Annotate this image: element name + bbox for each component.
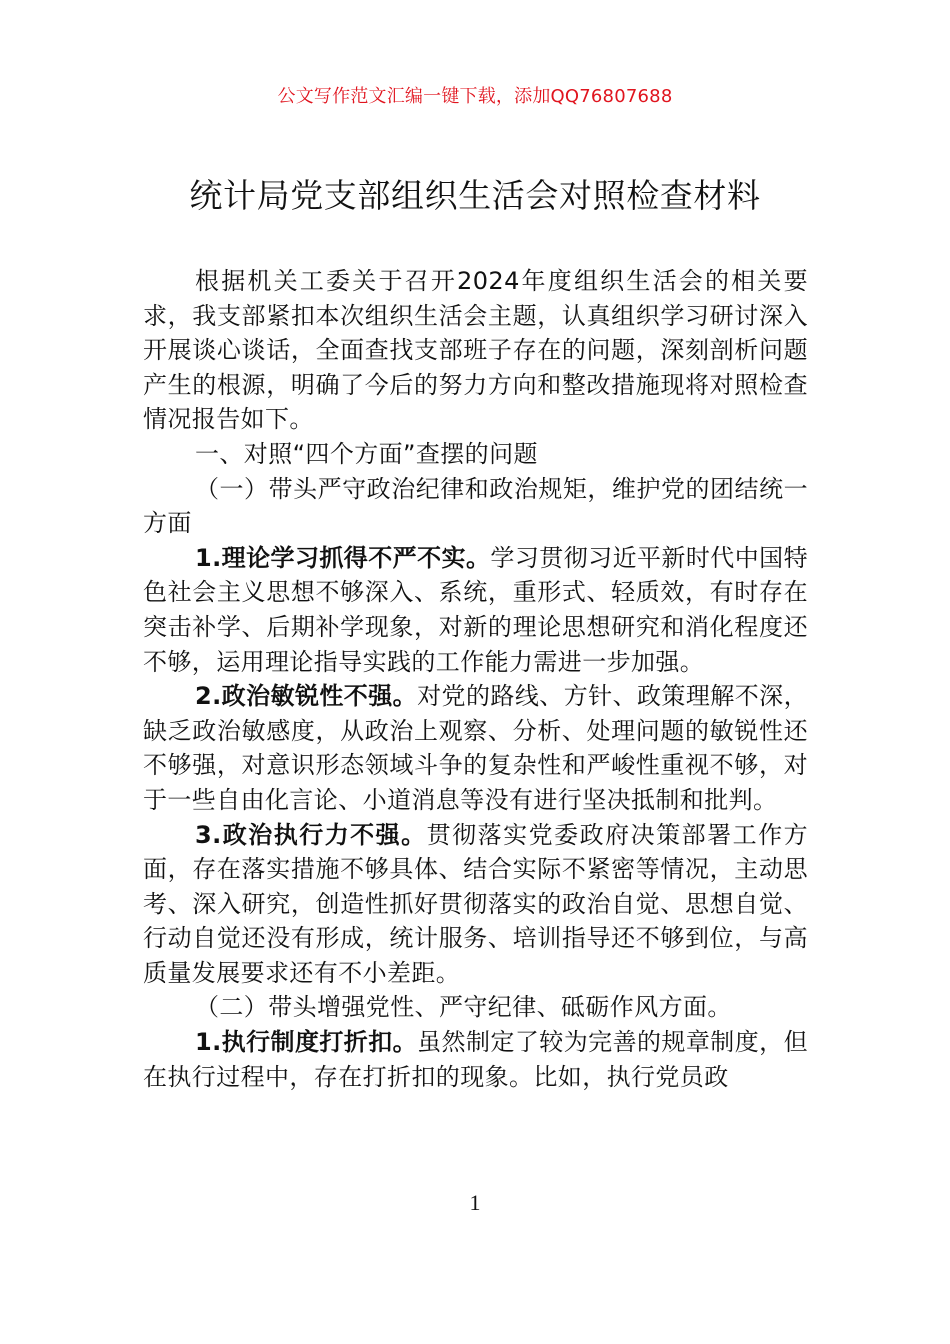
item-text: 虽然制定了较为完善的规章制度，但在执行过程中，存在打折扣的现象。比如，执行党员政 [143, 1028, 808, 1091]
subsection-heading-1: （一）带头严守政治纪律和政治规矩，维护党的团结统一方面 [143, 474, 808, 538]
item-paragraph [143, 541, 808, 679]
item-text: 贯彻落实党委政府决策部署工作方面，存在落实措施不够具体、结合实际不紧密等情况，主动思考、深入研究，创造性抓好贯彻落实的政治自觉、思想自觉、行动自觉还没有形成，统计服务、培训指导还不够到位，与高质量发展要求还有不小差距。 [143, 820, 808, 987]
watermark-banner: 公文写作范文汇编一键下载，添加QQ76807688 [277, 86, 673, 107]
item-lead: 3.政治执行力不强。 [195, 820, 427, 849]
document-title: 统计局党支部组织生活会对照检查材料 [189, 176, 761, 215]
subsection-heading-2: （二）带头增强党性、严守纪律、砥砺作风方面。 [195, 993, 732, 1022]
document-body [143, 264, 808, 1094]
item-paragraph [143, 818, 808, 991]
item-lead: 2.政治敏锐性不强。 [195, 682, 418, 711]
item-lead: 1.理论学习抓得不严不实。 [195, 543, 491, 572]
item-lead: 1.执行制度打折扣。 [195, 1028, 418, 1057]
item-text: 学习贯彻习近平新时代中国特色社会主义思想不够深入、系统，重形式、轻质效，有时存在突击补学、后期补学现象，对新的理论思想研究和消化程度还不够，运用理论指导实践的工作能力需进一步加强。 [143, 543, 808, 676]
page-number: 1 [469, 1190, 481, 1215]
item-paragraph [143, 679, 808, 817]
item-text: 对党的路线、方针、政策理解不深，缺乏政治敏感度，从政治上观察、分析、处理问题的敏锐性还不够强，对意识形态领域斗争的复杂性和严峻性重视不够，对于一些自由化言论、小道消息等没有进行坚决抵制和批判。 [143, 682, 808, 814]
item-paragraph [143, 1025, 808, 1094]
intro-paragraph: 根据机关工委关于召开2024年度组织生活会的相关要求，我支部紧扣本次组织生活会主题，认真组织学习研讨深入开展谈心谈话，全面查找支部班子存在的问题，深刻剖析问题产生的根源，明确了今后的努力方向和整改措施现将对照检查情况报告如下。 [143, 267, 808, 434]
section-heading-1: 一、对照“四个方面”查摆的问题 [195, 439, 538, 468]
